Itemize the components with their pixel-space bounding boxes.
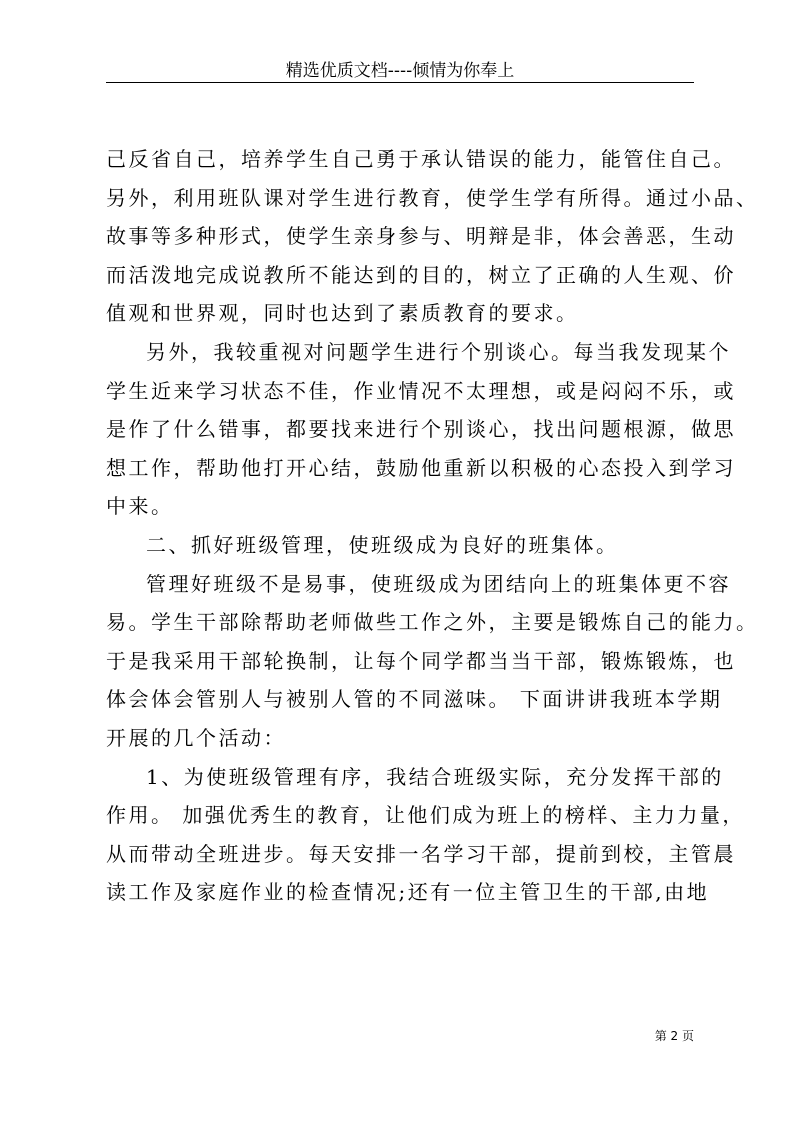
header-divider	[106, 82, 694, 83]
page-header-title: 精选优质文档----倾情为你奉上	[285, 61, 515, 81]
body-line: 中来。	[106, 494, 174, 519]
section-heading: 二、抓好班级管理，使班级成为良好的班集体。	[146, 532, 619, 557]
body-line-paragraph-start: 管理好班级不是易事，使班级成为团结向上的班集体更不容	[146, 571, 731, 596]
body-line: 作用。 加强优秀生的教育，让他们成为班上的榜样、主力力量，	[106, 803, 745, 828]
body-line-paragraph-start: 另外，我较重视对问题学生进行个别谈心。每当我发现某个	[146, 339, 731, 364]
body-line: 易。学生干部除帮助老师做些工作之外，主要是锻炼自己的能力。	[106, 610, 759, 635]
body-line: 是作了什么错事，都要找来进行个别谈心，找出问题根源，做思	[106, 417, 736, 442]
body-line: 开展的几个活动：	[106, 725, 286, 750]
body-line: 己反省自己，培养学生自己勇于承认错误的能力，能管住自己。	[106, 147, 736, 171]
body-line: 读工作及家庭作业的检查情况;还有一位主管卫生的干部,由地	[106, 880, 710, 905]
document-body	[106, 140, 759, 912]
body-line: 故事等多种形式，使学生亲身参与、明辩是非，体会善恶，生动	[106, 224, 736, 249]
body-line: 于是我采用干部轮换制，让每个同学都当当干部，锻炼锻炼，也	[106, 648, 736, 673]
body-line: 另外，利用班队课对学生进行教育，使学生学有所得。通过小品、	[106, 185, 759, 210]
body-line-paragraph-start: 1、为使班级管理有序，我结合班级实际，充分发挥干部的	[146, 764, 724, 789]
body-line: 值观和世界观，同时也达到了素质教育的要求。	[106, 301, 579, 326]
body-line: 想工作，帮助他打开心结，鼓励他重新以积极的心态投入到学习	[106, 455, 736, 480]
body-line: 而活泼地完成说教所不能达到的目的，树立了正确的人生观、价	[106, 262, 736, 287]
body-line: 从而带动全班进步。每天安排一名学习干部，提前到校，主管晨	[106, 841, 736, 866]
body-line: 体会体会管别人与被别人管的不同滋味。 下面讲讲我班本学期	[106, 687, 723, 712]
page-number: 第 2 页	[654, 1029, 694, 1043]
body-line: 学生近来学习状态不佳，作业情况不太理想，或是闷闷不乐，或	[106, 378, 736, 403]
